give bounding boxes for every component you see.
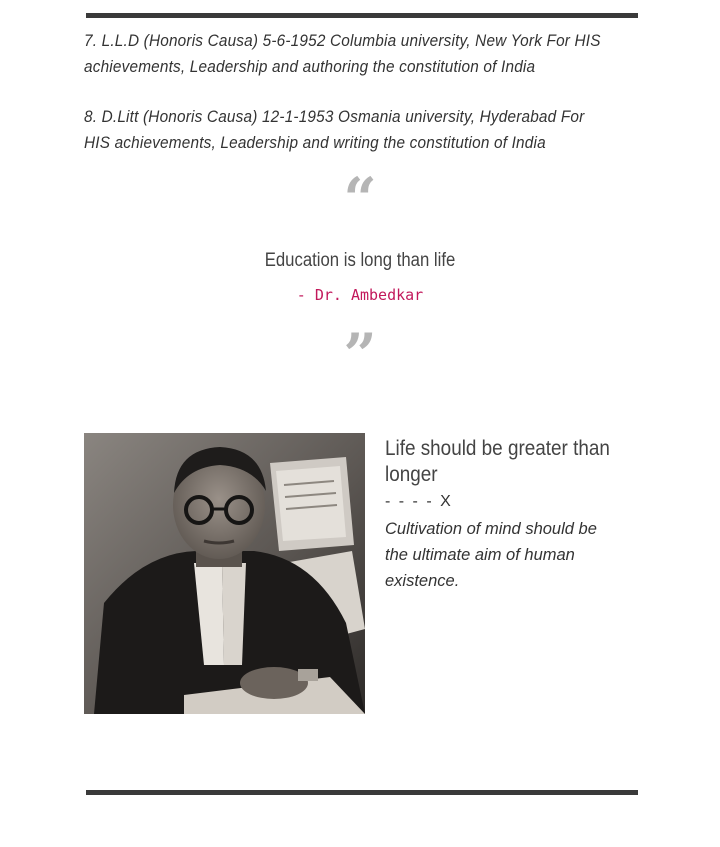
top-divider	[86, 13, 638, 18]
quote-text: Education is long than life	[264, 250, 456, 271]
feature-title: Life should be greater than longer	[385, 437, 610, 486]
bottom-divider	[86, 790, 638, 795]
open-quote-icon: “	[343, 165, 377, 233]
degree-item-8: 8. D.Litt (Honoris Causa) 12-1-1953 Osmania university, Hyderabad For HIS achievements, Leadership and writing the constitution of India	[84, 108, 585, 152]
degree-item-7: 7. L.L.D (Honoris Causa) 5-6-1952 Columbia university, New York For HIS achievements, Leadership and authoring the constitution of India	[84, 32, 601, 76]
portrait-illustration	[84, 433, 365, 714]
quote-author: - Dr. Ambedkar	[296, 286, 424, 304]
close-quote-icon: ”	[343, 321, 377, 389]
portrait-photo	[84, 433, 365, 714]
feature-separator: - - - - X	[385, 493, 453, 510]
feature-body: Cultivation of mind should be the ultimate aim of human existence.	[385, 520, 597, 590]
